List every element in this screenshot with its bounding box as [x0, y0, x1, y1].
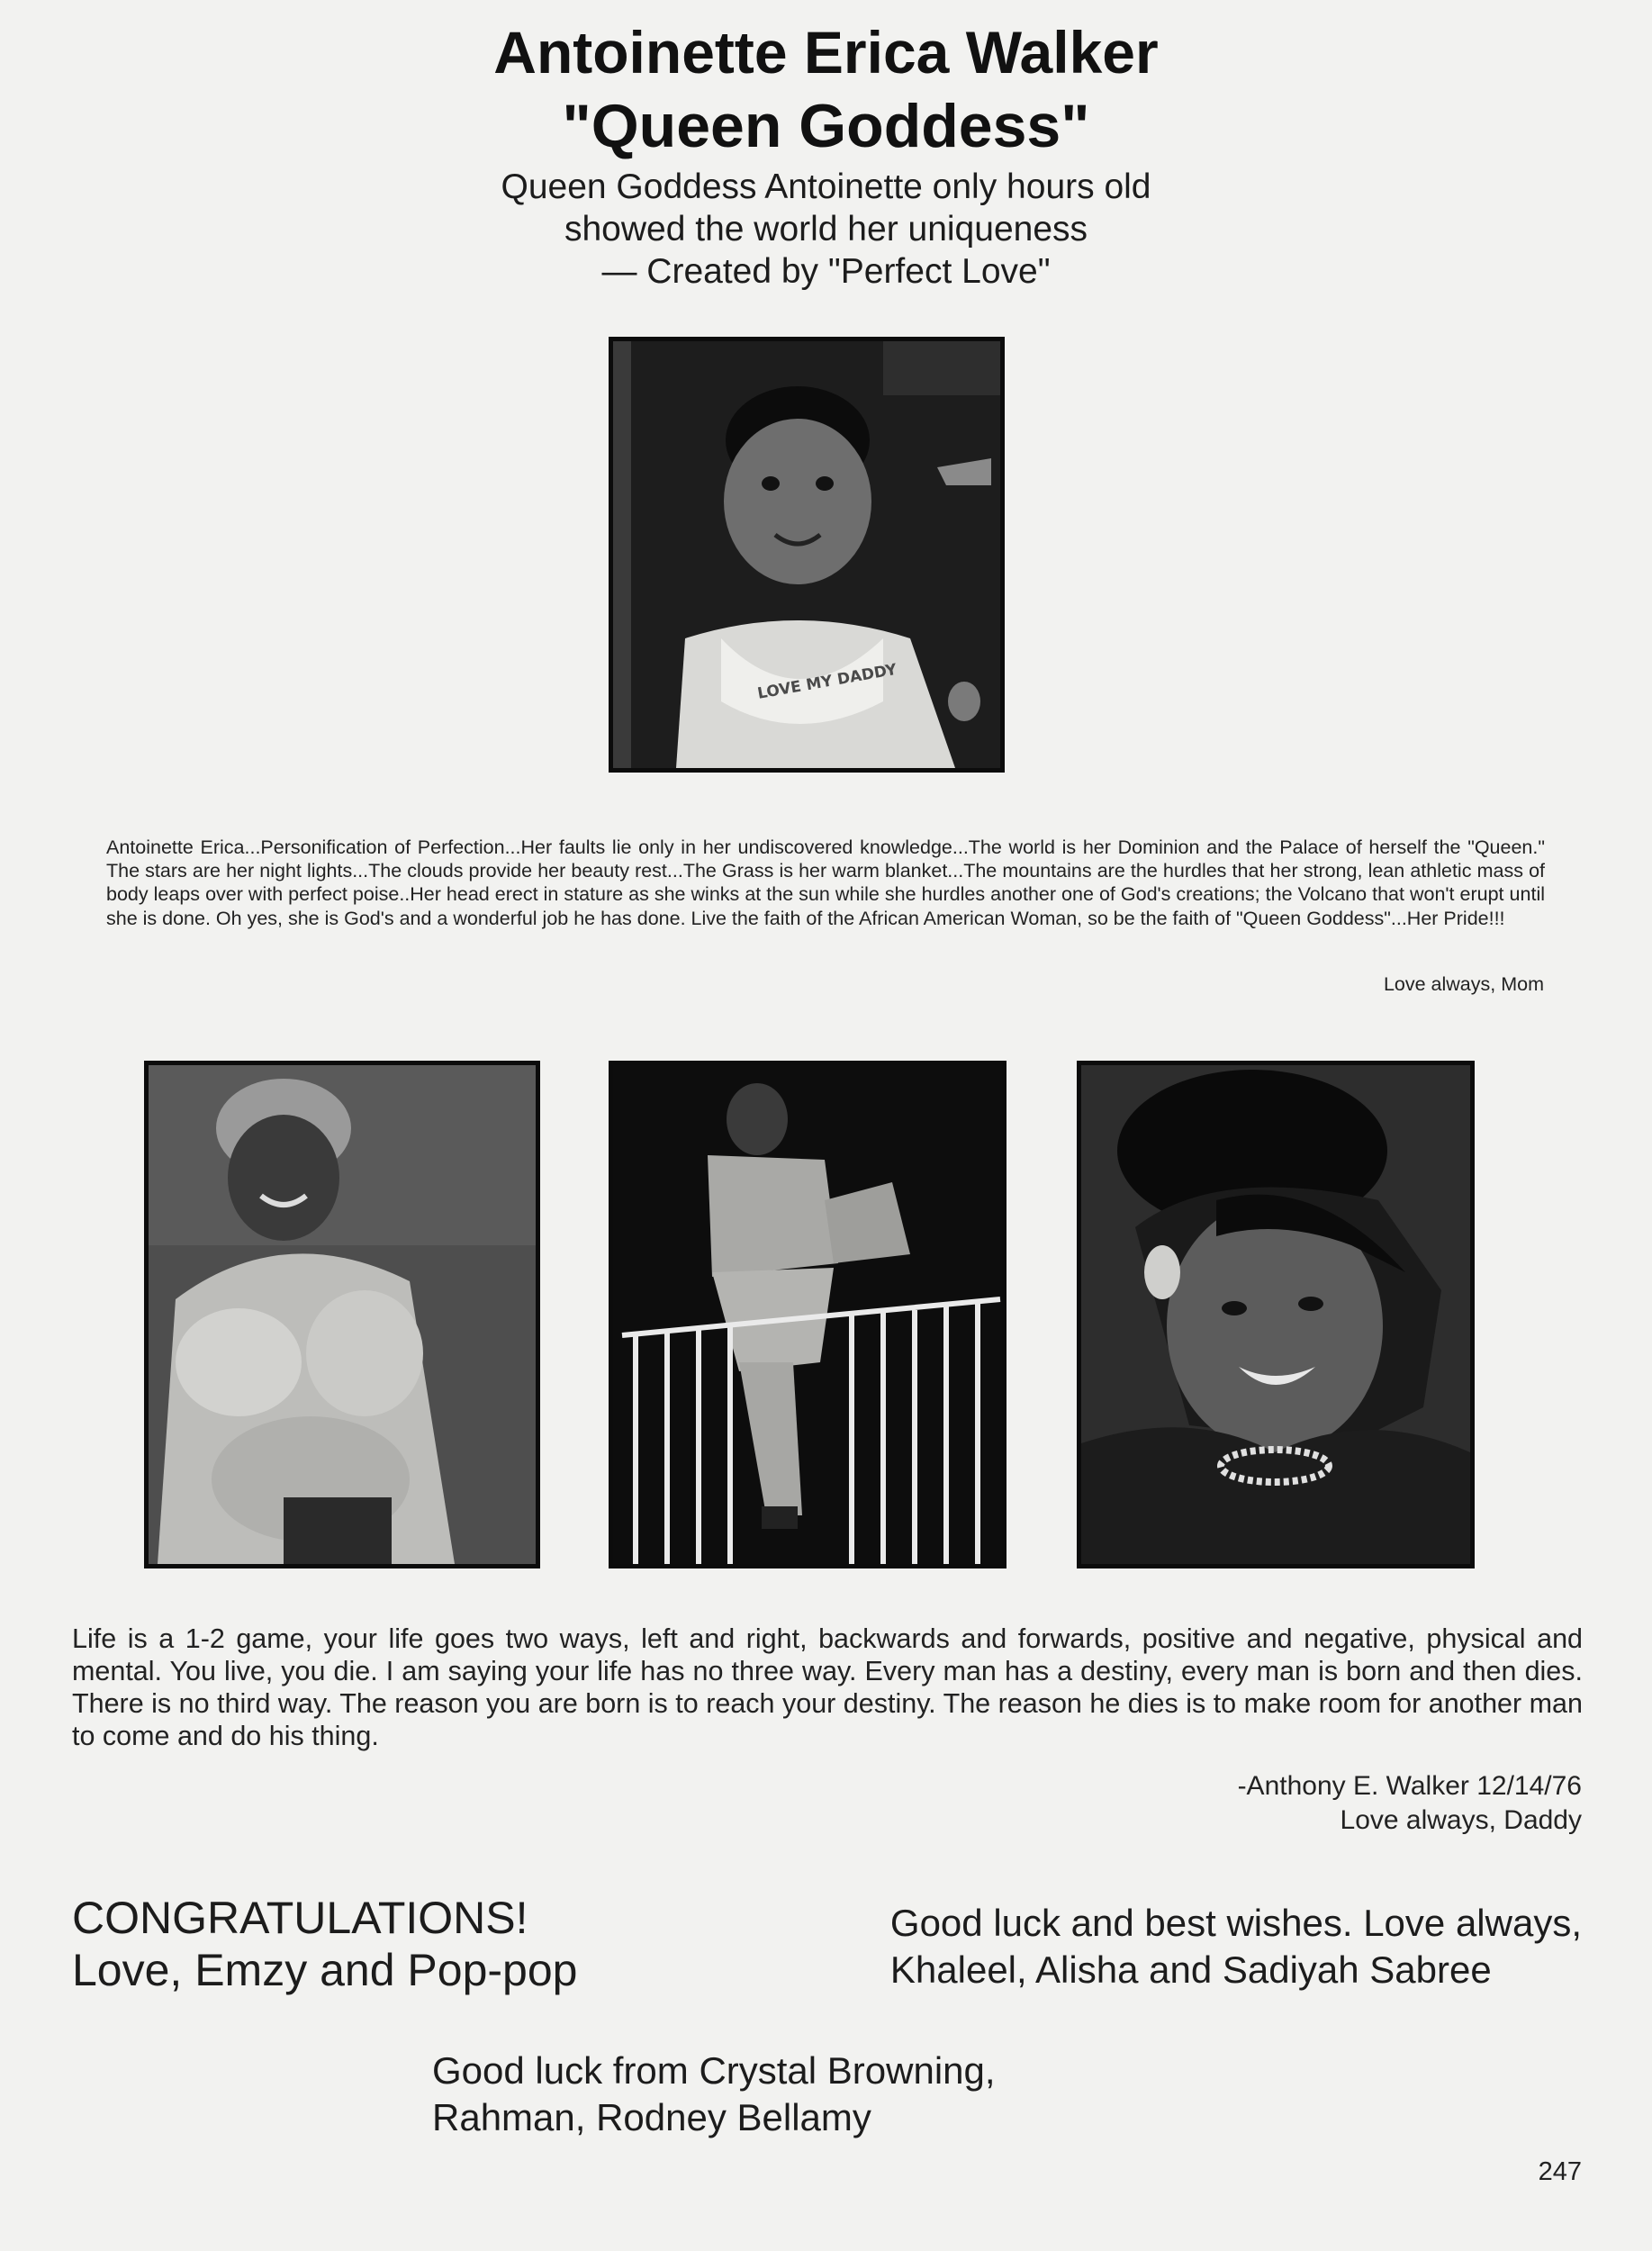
- dad-tribute-text: Life is a 1-2 game, your life goes two ways, left and right, backwards and forwards, positive and negative, physical and mental. You live, you die. I am saying your life has no three way. Every man has a destiny, every man is born and then dies. There is no third way. The reason you are born is to reach your destiny. The reason he dies is to make room for another man to come and do his thing.: [72, 1623, 1583, 1751]
- dad-signature: Love always, Daddy: [1340, 1805, 1582, 1835]
- subtitle-line: showed the world her uniqueness: [564, 210, 1088, 249]
- subtitle-line: Queen Goddess Antoinette only hours old: [501, 167, 1151, 206]
- bib-text: LOVE MY DADDY: [755, 660, 898, 703]
- portrait-photo: [1077, 1061, 1475, 1568]
- page-number: 247: [1538, 2157, 1582, 2186]
- railing-photo: [609, 1061, 1007, 1568]
- dad-signature-block: [1238, 1769, 1582, 1838]
- wishes-message: [890, 1900, 1582, 1993]
- crystal-line: Rahman, Rodney Bellamy: [432, 2096, 871, 2138]
- congrats-line: CONGRATULATIONS!: [72, 1893, 528, 1943]
- mom-tribute-text: Antoinette Erica...Personification of Perfection...Her faults lie only in her undiscovered knowledge...The world is her Dominion and the Palace of herself the "Queen." The stars are her night lights...The clouds provide her beauty rest...The Grass is her warm blanket...The mountains are the hurdles that her strong, lean athletic mass of body leaps over with perfect poise..Her head erect in stature as she winks at the sun while she hurdles another one of God's creations; the Volcano that won't erupt until she is done. Oh yes, she is God's and a wonderful job he has done. Live the faith of the African American Woman, so be the faith of "Queen Goddess"...Her Pride!!!: [106, 836, 1545, 929]
- crystal-line: Good luck from Crystal Browning,: [432, 2049, 996, 2092]
- congrats-line: Love, Emzy and Pop-pop: [72, 1945, 578, 1995]
- mom-signature: Love always, Mom: [1383, 973, 1544, 995]
- congrats-message: [72, 1892, 577, 1996]
- page-title: Antoinette Erica Walker: [493, 19, 1159, 86]
- subtitle-line: — Created by "Perfect Love": [601, 252, 1051, 291]
- crystal-message: [432, 2048, 996, 2141]
- wishes-line: Good luck and best wishes. Love always,: [889, 1902, 1582, 1944]
- wishes-line: Khaleel, Alisha and Sadiyah Sabree: [889, 1948, 1492, 1991]
- fur-coat-photo: [144, 1061, 540, 1568]
- dad-attribution: -Anthony E. Walker 12/14/76: [1237, 1771, 1582, 1801]
- nickname-title: "Queen Goddess": [562, 92, 1090, 160]
- subtitle: [0, 166, 1652, 293]
- baby-photo: [609, 337, 1005, 773]
